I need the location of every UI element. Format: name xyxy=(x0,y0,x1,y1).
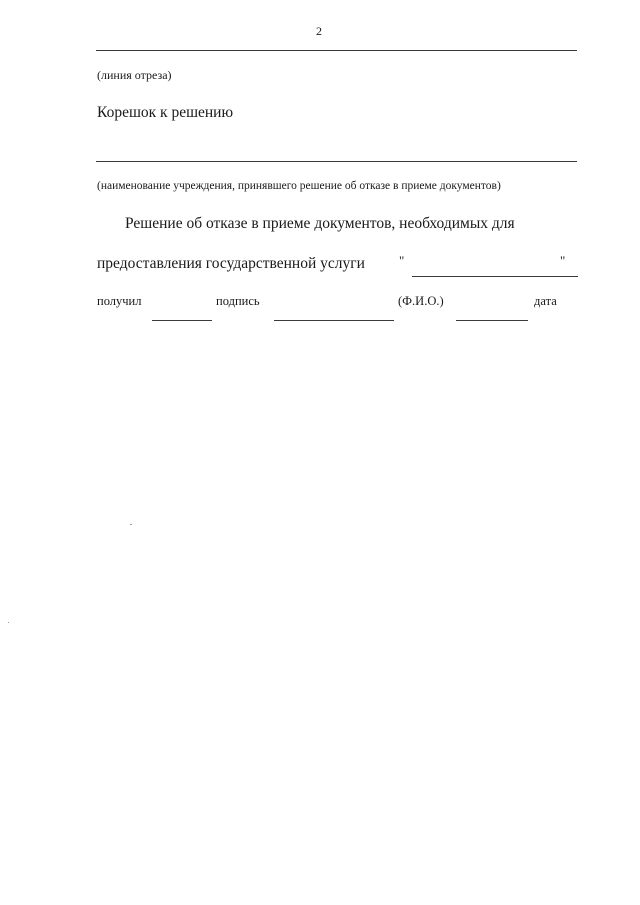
institution-name-caption: (наименование учреждения, принявшего решение об отказе в приеме документов) xyxy=(97,180,501,192)
page-number: 2 xyxy=(316,24,322,38)
fio-label: (Ф.И.О.) xyxy=(398,294,444,308)
date-label: дата xyxy=(534,294,557,308)
quote-open-mark: " xyxy=(399,253,405,268)
scan-speck xyxy=(130,524,132,525)
scan-speck xyxy=(8,622,9,623)
stub-heading: Корешок к решению xyxy=(97,104,234,121)
decision-text-line-1: Решение об отказе в приеме документов, необходимых для xyxy=(125,215,515,232)
fio-blank-line xyxy=(274,320,394,321)
quote-close-mark: " xyxy=(560,253,566,268)
institution-name-line xyxy=(96,161,577,162)
signature-label: подпись xyxy=(216,294,260,308)
received-blank-line xyxy=(152,320,212,321)
decision-text-line-2: предоставления государственной услуги xyxy=(97,255,365,272)
date-blank-line xyxy=(456,320,528,321)
cut-line-label: (линия отреза) xyxy=(97,68,172,82)
cut-line-rule xyxy=(96,50,577,51)
received-label: получил xyxy=(97,294,142,308)
service-name-line xyxy=(412,276,578,277)
